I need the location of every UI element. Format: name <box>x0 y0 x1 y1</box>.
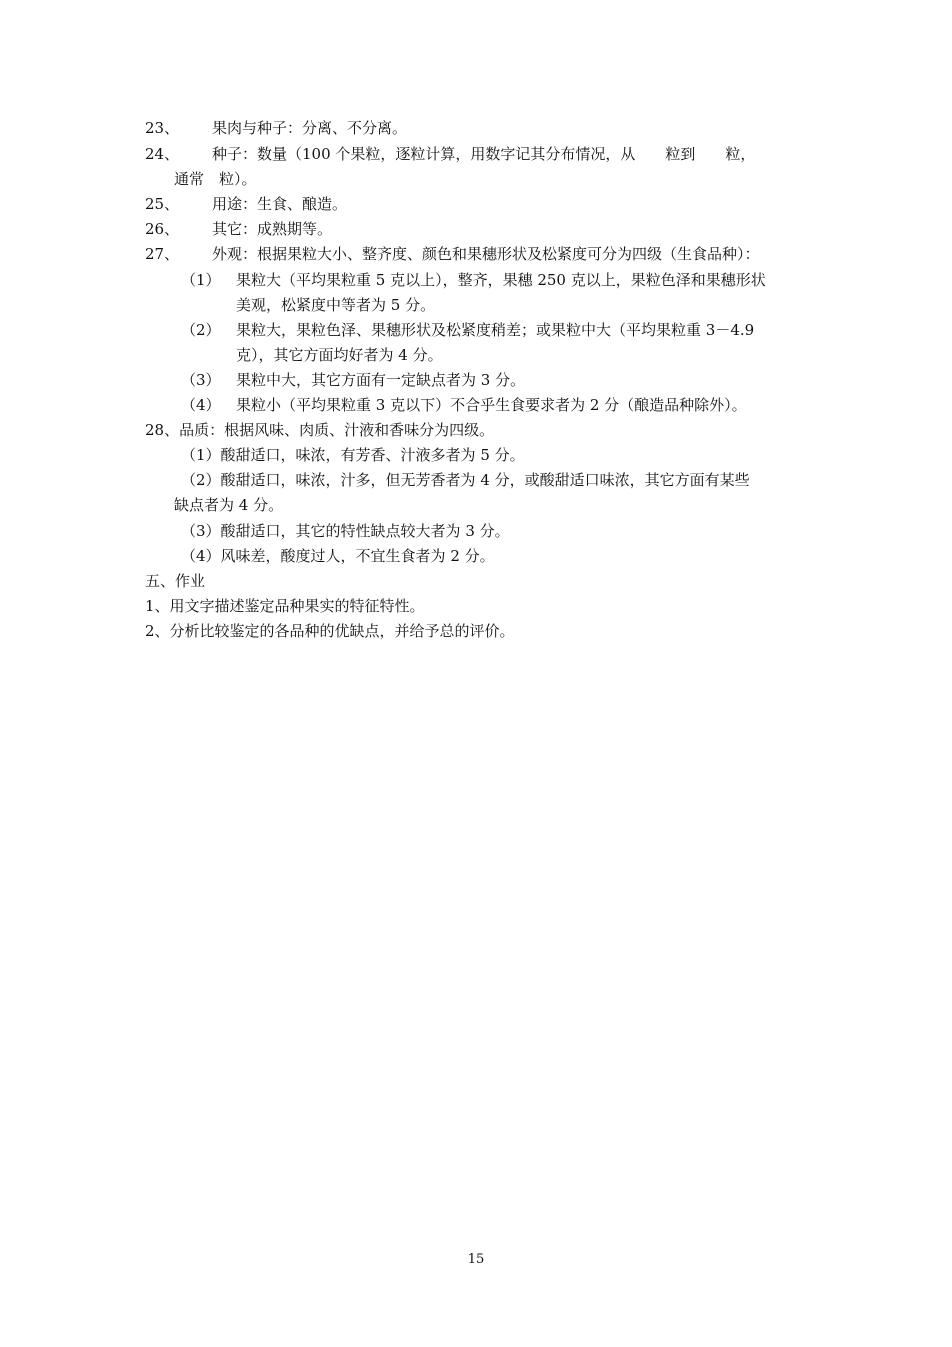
item-number: 23、 <box>145 119 180 137</box>
item-text: 种子：数量（100 个果粒，逐粒计算，用数字记其分布情况，从 粒到 粒， <box>212 145 756 163</box>
sub-text: 果粒大，果粒色泽、果穗形状及松紧度稍差；或果粒中大（平均果粒重 3－4.9 <box>236 321 755 339</box>
sub-text: （3）酸甜适口，其它的特性缺点较大者为 3 分。 <box>181 522 510 540</box>
section-title-text: 五、作业 <box>145 572 206 590</box>
item-number: 27、 <box>145 245 180 263</box>
sub-number: （3） <box>181 371 221 389</box>
sub-text: （2）酸甜适口，味浓，汁多，但无芳香者为 4 分，或酸甜适口味浓，其它方面有某些 <box>181 471 750 489</box>
task-text: 1、用文字描述鉴定品种果实的特征特性。 <box>145 597 425 615</box>
sub-text: （4）风味差，酸度过人，不宜生食者为 2 分。 <box>181 547 495 565</box>
sub-text: 果粒小（平均果粒重 3 克以下）不合乎生食要求者为 2 分（酿造品种除外）。 <box>236 396 747 414</box>
task-text: 2、分析比较鉴定的各品种的优缺点，并给予总的评价。 <box>145 622 515 640</box>
sub-text: 果粒大（平均果粒重 5 克以上），整齐，果穗 250 克以上，果粒色泽和果穗形状 <box>236 271 766 289</box>
sub-text: 美观，松紧度中等者为 5 分。 <box>236 296 436 314</box>
item-text: 28、品质：根据风味、肉质、汁液和香味分为四级。 <box>145 421 495 439</box>
sub-number: （2） <box>181 321 221 339</box>
item-number: 24、 <box>145 145 180 163</box>
item-text: 果肉与种子：分离、不分离。 <box>212 119 408 137</box>
item-text: 外观：根据果粒大小、整齐度、颜色和果穗形状及松紧度可分为四级（生食品种）： <box>212 245 760 263</box>
item-number: 26、 <box>145 220 180 238</box>
sub-text: （1）酸甜适口，味浓，有芳香、汁液多者为 5 分。 <box>181 446 525 464</box>
item-text: 用途：生食、酿造。 <box>212 195 348 213</box>
sub-text: 果粒中大，其它方面有一定缺点者为 3 分。 <box>236 371 526 389</box>
item-text: 通常 粒）。 <box>174 170 257 188</box>
sub-text: 缺点者为 4 分。 <box>174 496 284 514</box>
item-number: 25、 <box>145 195 180 213</box>
sub-number: （4） <box>181 396 221 414</box>
sub-text: 克），其它方面均好者为 4 分。 <box>236 346 443 364</box>
sub-number: （1） <box>181 271 221 289</box>
item-text: 其它：成熟期等。 <box>212 220 333 238</box>
page-number: 15 <box>467 1252 485 1267</box>
